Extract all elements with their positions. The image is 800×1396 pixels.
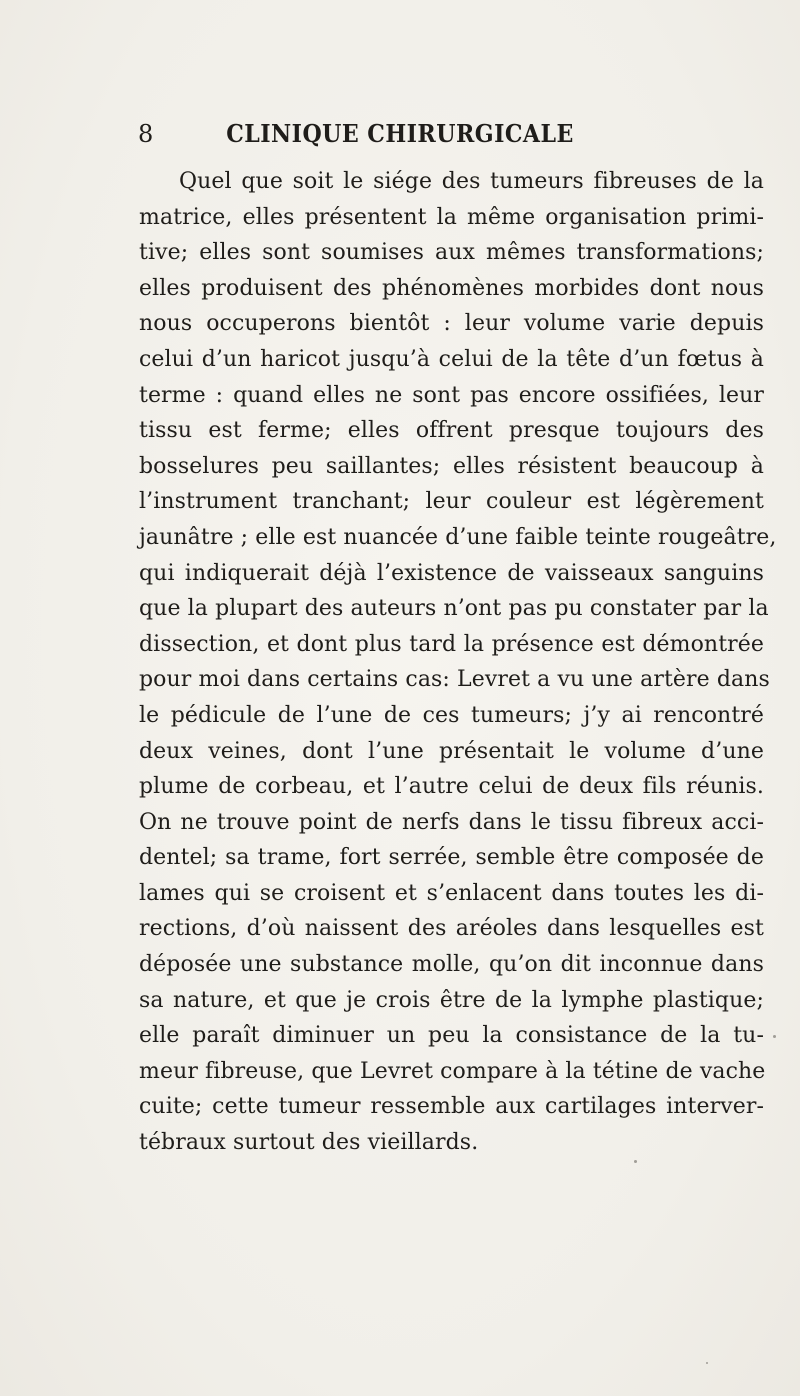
paper-speck	[706, 1362, 708, 1364]
text-line: rections, d’où naissent des aréoles dans lesquelles est	[139, 916, 764, 942]
text-line: déposée une substance molle, qu’on dit inconnue dans	[139, 952, 764, 978]
text-line: tissu est ferme; elles offrent presque toujours des	[139, 418, 764, 444]
running-title: CLINIQUE CHIRURGICALE	[226, 119, 574, 148]
text-line: matrice, elles présentent la même organisation primi-	[139, 204, 764, 230]
text-line: dissection, et dont plus tard la présence est démontrée	[139, 631, 764, 657]
text-line: tive; elles sont soumises aux mêmes transformations;	[139, 240, 764, 266]
text-line: elle paraît diminuer un peu la consistance de la tu-	[139, 1023, 764, 1049]
text-line: Quel que soit le siége des tumeurs fibreuses de la	[179, 169, 764, 194]
paper-speck	[773, 1035, 776, 1038]
text-line: le pédicule de l’une de ces tumeurs; j’y ai rencontré	[139, 702, 764, 728]
text-line: deux veines, dont l’une présentait le volume d’une	[139, 738, 764, 764]
text-line: lames qui se croisent et s’enlacent dans toutes les di-	[139, 880, 764, 906]
text-line: que la plupart des auteurs n’ont pas pu constater par la	[139, 596, 769, 622]
body-text	[139, 164, 777, 1161]
text-line: cuite; cette tumeur ressemble aux cartilages interver-	[139, 1094, 764, 1120]
page-number: 8	[138, 120, 154, 148]
text-line: celui d’un haricot jusqu’à celui de la tête d’un fœtus à	[139, 346, 764, 372]
page-header	[0, 118, 800, 150]
text-line: jaunâtre ; elle est nuancée d’une faible teinte rougeâtre,	[139, 524, 777, 550]
text-line: bosselures peu saillantes; elles résistent beaucoup à	[139, 453, 764, 479]
text-line: qui indiquerait déjà l’existence de vaisseaux sanguins	[139, 560, 764, 586]
text-line: terme : quand elles ne sont pas encore ossifiées, leur	[139, 382, 764, 408]
text-line: l’instrument tranchant; leur couleur est légèrement	[139, 489, 764, 515]
text-line: nous occuperons bientôt : leur volume varie depuis	[139, 311, 764, 337]
paper-speck	[634, 1160, 637, 1163]
text-line: sa nature, et que je crois être de la lymphe plastique;	[139, 987, 764, 1013]
text-line: dentel; sa trame, fort serrée, semble être composée de	[139, 845, 764, 871]
text-line: On ne trouve point de nerfs dans le tissu fibreux acci-	[139, 809, 764, 835]
text-line: plume de corbeau, et l’autre celui de deux fils réunis.	[139, 774, 764, 800]
text-line: elles produisent des phénomènes morbides dont nous	[139, 275, 764, 301]
text-line: pour moi dans certains cas: Levret a vu une artère dans	[139, 667, 770, 693]
text-line: meur fibreuse, que Levret compare à la tétine de vache	[139, 1058, 766, 1084]
text-line: tébraux surtout des vieillards.	[139, 1130, 479, 1156]
